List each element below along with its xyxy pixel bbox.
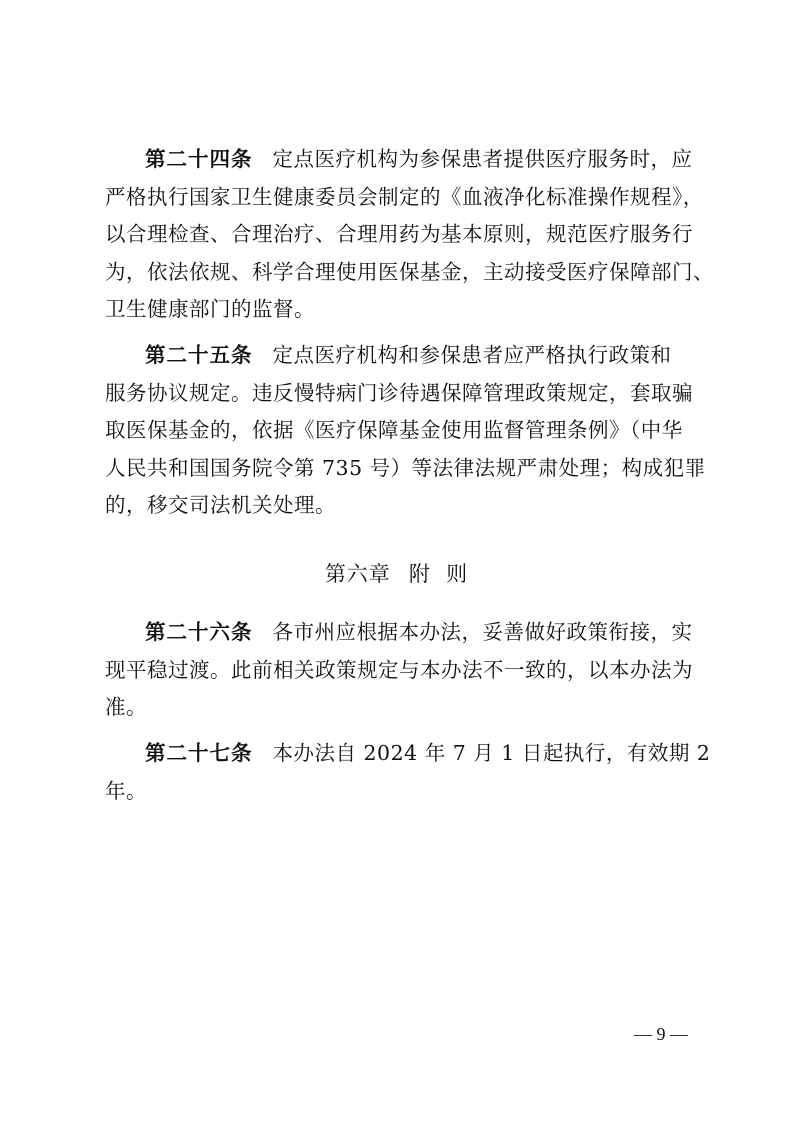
chapter-heading <box>0 556 793 593</box>
article-line: 取医保基金的，依据《医疗保障基金使用监督管理条例》（中华 <box>105 418 683 442</box>
article-number: 第二十四条 <box>145 147 253 171</box>
article-25 <box>105 337 706 525</box>
chapter-label: 第六章 <box>324 562 391 586</box>
article-line: 第二十五条 定点医疗机构和参保患者应严格执行政策和 <box>145 343 672 367</box>
chapter-title: 附 则 <box>408 562 469 586</box>
article-line: 卫生健康部门的监督。 <box>105 297 315 321</box>
article-number: 第二十七条 <box>145 741 253 765</box>
article-number: 第二十六条 <box>145 620 253 644</box>
article-27 <box>105 735 711 810</box>
article-number: 第二十五条 <box>145 343 253 367</box>
article-line: 准。 <box>105 695 147 719</box>
page-number: — 9 — <box>634 1024 688 1044</box>
article-line: 的，移交司法机关处理。 <box>105 493 336 517</box>
article-26 <box>105 614 695 727</box>
article-24 <box>105 141 714 329</box>
article-line: 严格执行国家卫生健康委员会制定的《血液净化标准操作规程》， <box>105 184 704 209</box>
article-line: 现平稳过渡。此前相关政策规定与本办法不一致的，以本办法为 <box>105 657 693 682</box>
article-line: 服务协议规定。违反慢特病门诊待遇保障管理政策规定，套取骗 <box>105 380 693 405</box>
article-line: 第二十四条 定点医疗机构为参保患者提供医疗服务时，应 <box>145 147 693 171</box>
article-line: 第二十七条 本办法自 2024 年 7 月 1 日起执行，有效期 2 <box>145 741 711 765</box>
article-line: 人民共和国国务院令第 735 号）等法律法规严肃处理；构成犯罪 <box>105 455 706 480</box>
article-line: 年。 <box>105 778 147 803</box>
article-line: 以合理检查、合理治疗、合理用药为基本原则，规范医疗服务行 <box>105 222 693 246</box>
article-line: 为，依法依规、科学合理使用医保基金，主动接受医疗保障部门、 <box>105 259 714 284</box>
article-line: 第二十六条 各市州应根据本办法，妥善做好政策衔接，实 <box>145 620 693 644</box>
